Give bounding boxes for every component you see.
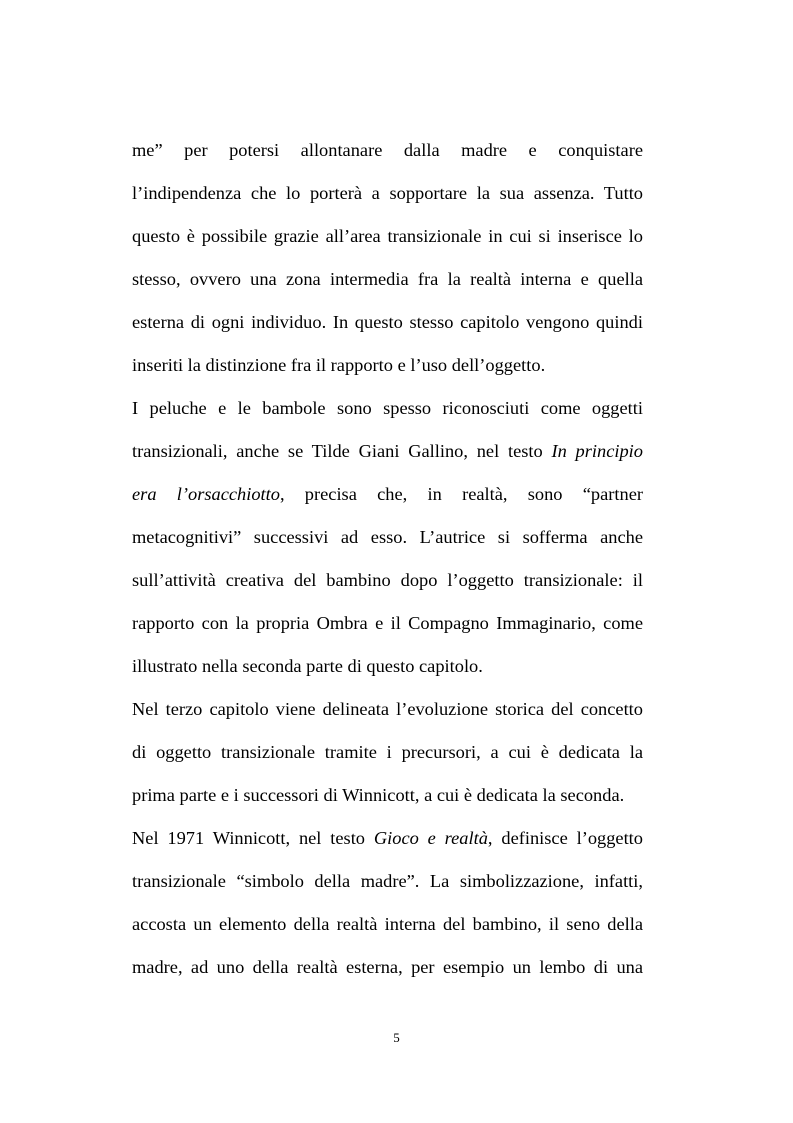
text-line: illustrato nella seconda parte di questo capitolo. — [132, 656, 483, 676]
text-line: questo è possibile grazie all’area transizionale in cui si inserisce lo — [132, 226, 643, 246]
text-line: stesso, ovvero una zona intermedia fra la realtà interna e quella — [132, 269, 643, 289]
book-title: era l’orsacchiotto — [132, 484, 280, 504]
text-line: madre, ad uno della realtà esterna, per esempio un lembo di una — [132, 957, 643, 977]
text-line: l’indipendenza che lo porterà a sopportare la sua assenza. Tutto — [132, 183, 643, 203]
text-line: inseriti la distinzione fra il rapporto e l’uso dell’oggetto. — [132, 355, 546, 375]
text-line: I peluche e le bambole sono spesso riconosciuti come oggetti — [132, 398, 643, 418]
text-line: rapporto con la propria Ombra e il Compagno Immaginario, come — [132, 613, 643, 633]
text-line: era l’orsacchiotto, precisa che, in realtà, sono “partner — [132, 484, 643, 504]
text-line: sull’attività creativa del bambino dopo l’oggetto transizionale: il — [132, 570, 643, 590]
page-number: 5 — [393, 1030, 400, 1045]
text-line: accosta un elemento della realtà interna del bambino, il seno della — [132, 914, 643, 934]
text-line: metacognitivi” successivi ad esso. L’autrice si sofferma anche — [132, 527, 643, 547]
body-text — [132, 129, 643, 989]
text-line: transizionale “simbolo della madre”. La simbolizzazione, infatti, — [132, 871, 643, 891]
text-line: esterna di ogni individuo. In questo stesso capitolo vengono quindi — [132, 312, 643, 332]
text-line: di oggetto transizionale tramite i precursori, a cui è dedicata la — [132, 742, 643, 762]
text-line: me” per potersi allontanare dalla madre e conquistare — [132, 140, 643, 160]
text-line: Nel terzo capitolo viene delineata l’evoluzione storica del concetto — [132, 699, 643, 719]
text-line: prima parte e i successori di Winnicott, a cui è dedicata la seconda. — [132, 785, 625, 805]
book-title: Gioco e realtà — [373, 828, 488, 848]
text-line: Nel 1971 Winnicott, nel testo Gioco e realtà, definisce l’oggetto — [132, 828, 643, 848]
text-line: transizionali, anche se Tilde Giani Gallino, nel testo In principio — [132, 441, 643, 461]
book-title: In principio — [551, 441, 643, 461]
